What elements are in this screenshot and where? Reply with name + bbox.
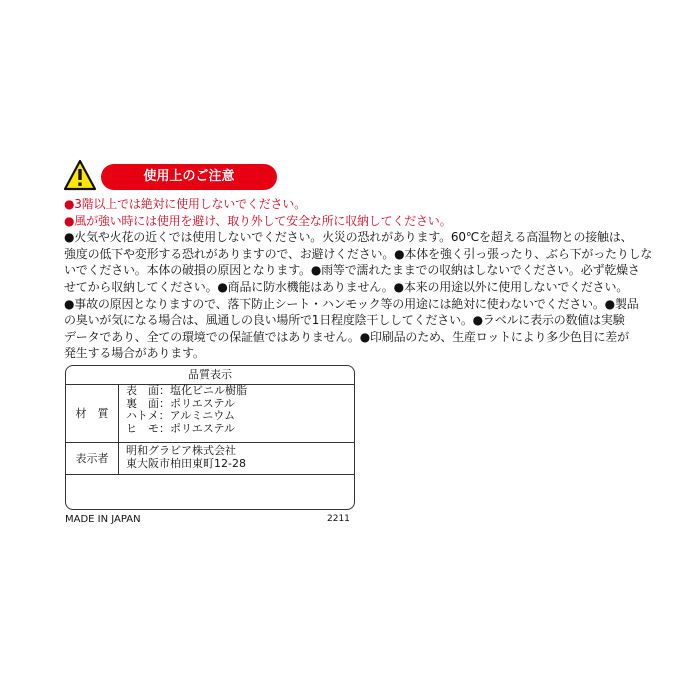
material-label: 材 質 [66, 384, 119, 442]
labeler-label: 表示者 [66, 442, 119, 474]
caution-title: 使用上のご注意 [101, 164, 277, 190]
caution-red-line: ●風が強い時には使用を避け、取り外して安全な所に収納してください。 [64, 213, 452, 228]
material-values [126, 385, 247, 435]
caution-notes [64, 196, 653, 362]
material-row [66, 384, 354, 443]
caution-line: データであり、全ての環境での保証値ではありません。●印刷品のため、生産ロットにより多少色目に差が [64, 329, 629, 344]
caution-line: いでください。本体の破損の原因となります。●雨等で濡れたままでの収納はしないでください。必ず乾燥さ [64, 263, 640, 278]
labeler-row [66, 442, 354, 475]
material-item: 裏 面：ポリエステル [126, 396, 236, 410]
caution-line: ●火気や火花の近くでは使用しないでください。火災の恐れがあります。60℃を超える高温物との接触は、 [64, 230, 633, 245]
quality-label-table [65, 365, 355, 510]
caution-line: の臭いが気になる場合は、風通しの良い場所で1日程度陰干ししてください。●ラベルに表示の数値は実験 [64, 313, 625, 328]
made-in-label: MADE IN JAPAN [65, 514, 141, 525]
caution-line: せてから収納してください。●商品に防水機能はありません。●本来の用途以外に使用しないでください。 [64, 279, 629, 294]
product-code: 2211 [327, 514, 350, 524]
labeler-address: 東大阪市柏田東町12-28 [126, 456, 246, 470]
caution-line: 強度の低下や変形する恐れがありますので、お避けください。●本体を強く引っ張ったり、ぶら下がったりしな [64, 246, 653, 261]
material-item: 表 面：塩化ビニル樹脂 [126, 384, 247, 397]
labeler-values [126, 445, 246, 470]
caution-red-line: ●3階以上では絶対に使用しないでください。 [64, 197, 306, 211]
caution-line: 発生する場合があります。 [64, 346, 205, 361]
caution-line: ●事故の原因となりますので、落下防止シート・ハンモック等の用途には絶対に使わないでください。●製品 [64, 296, 639, 311]
labeler-company: 明和グラビア株式会社 [126, 444, 236, 457]
material-item: ハトメ：アルミニウム [126, 409, 236, 422]
quality-title: 品質表示 [66, 366, 354, 385]
material-item: ヒ モ：ポリエステル [126, 421, 236, 435]
warning-icon [63, 159, 97, 191]
